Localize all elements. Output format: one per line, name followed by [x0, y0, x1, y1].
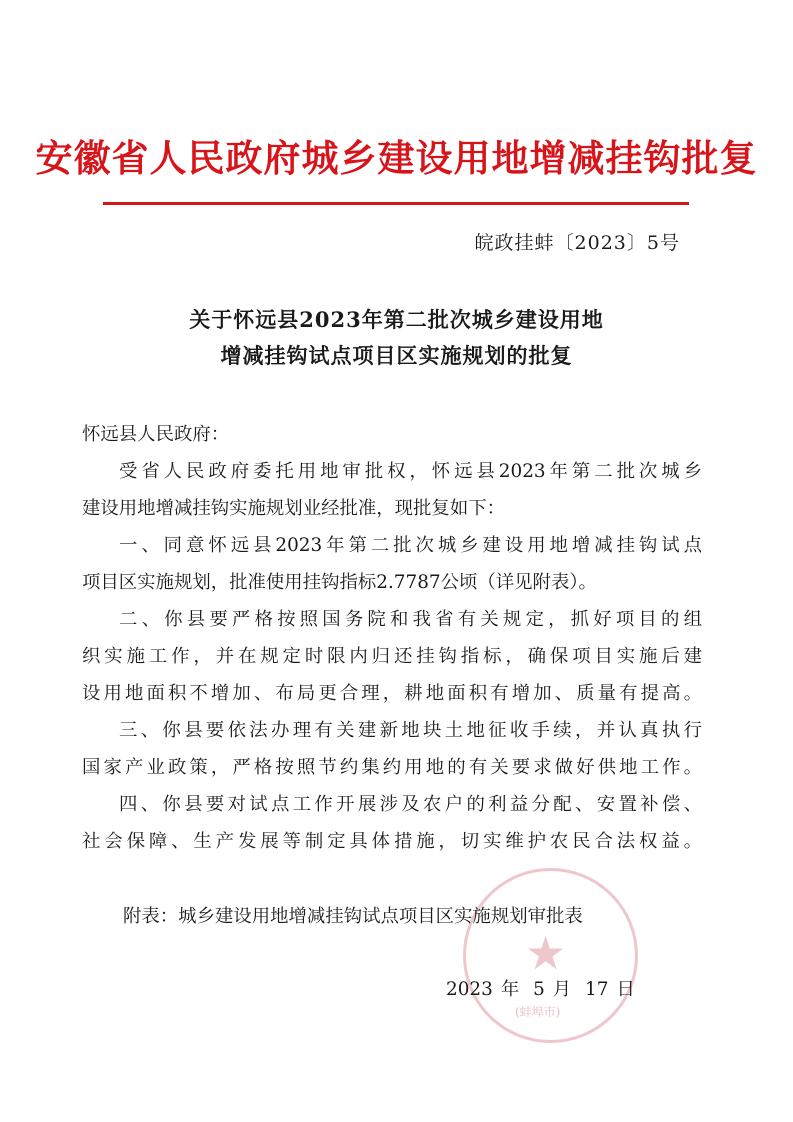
- paragraph-item-1: [82, 527, 702, 601]
- paragraph-line: 国家产业政策，严格按照节约集约用地的有关要求做好供地工作。: [82, 757, 702, 778]
- document-date: [446, 975, 643, 1001]
- red-divider-line: [103, 202, 689, 205]
- document-subject: [0, 302, 793, 374]
- date-year: 2023: [446, 979, 493, 1000]
- paragraph-intro: [82, 453, 702, 527]
- paragraph-line: 织实施工作，并在规定时限内归还挂钩指标，确保项目实施后建: [82, 646, 702, 667]
- document-number: 皖政挂蚌〔2023〕5号: [474, 232, 680, 254]
- paragraph-line: 四、你县要对试点工作开展涉及农户的利益分配、安置补偿、: [119, 794, 702, 815]
- paragraph-line: 一、同意怀远县2023年第二批次城乡建设用地增减挂钩试点: [119, 535, 702, 556]
- seal-star-icon: ★: [525, 926, 567, 980]
- paragraph-line: 建设用地增减挂钩实施规划业经批准，现批复如下：: [82, 498, 505, 519]
- subject-line-1: 关于怀远县2023年第二批次城乡建设用地: [189, 307, 604, 332]
- subject-line-2: 增减挂钩试点项目区实施规划的批复: [220, 343, 573, 368]
- document-header-title: 安徽省人民政府城乡建设用地增减挂钩批复: [35, 136, 758, 180]
- date-day: 17: [585, 979, 609, 1000]
- date-month: 5: [533, 979, 545, 1000]
- addressee: 怀远县人民政府：: [82, 424, 230, 445]
- paragraph-line: 受省人民政府委托用地审批权，怀远县2023年第二批次城乡: [119, 461, 702, 482]
- date-month-unit: 月: [552, 979, 572, 1000]
- document-body: [82, 416, 702, 860]
- date-year-unit: 年: [500, 979, 520, 1000]
- paragraph-line: 二、你县要严格按照国务院和我省有关规定，抓好项目的组: [119, 609, 702, 630]
- paragraph-line: 社会保障、生产发展等制定具体措施，切实维护农民合法权益。: [82, 831, 702, 852]
- paragraph-item-4: [82, 786, 702, 860]
- date-day-unit: 日: [616, 979, 635, 1000]
- attachment-note: 附表：城乡建设用地增减挂钩试点项目区实施规划审批表: [123, 906, 583, 927]
- paragraph-item-2: [82, 601, 702, 712]
- paragraph-line: 三、你县要依法办理有关建新地块土地征收手续，并认真执行: [119, 720, 702, 741]
- paragraph-line: 设用地面积不增加、布局更合理，耕地面积有增加、质量有提高。: [82, 683, 702, 704]
- paragraph-line: 项目区实施规划，批准使用挂钩指标2.7787公顷（详见附表）。: [82, 572, 597, 593]
- paragraph-item-3: [82, 712, 702, 786]
- seal-bottom-text: (蚌埠市): [515, 1005, 561, 1019]
